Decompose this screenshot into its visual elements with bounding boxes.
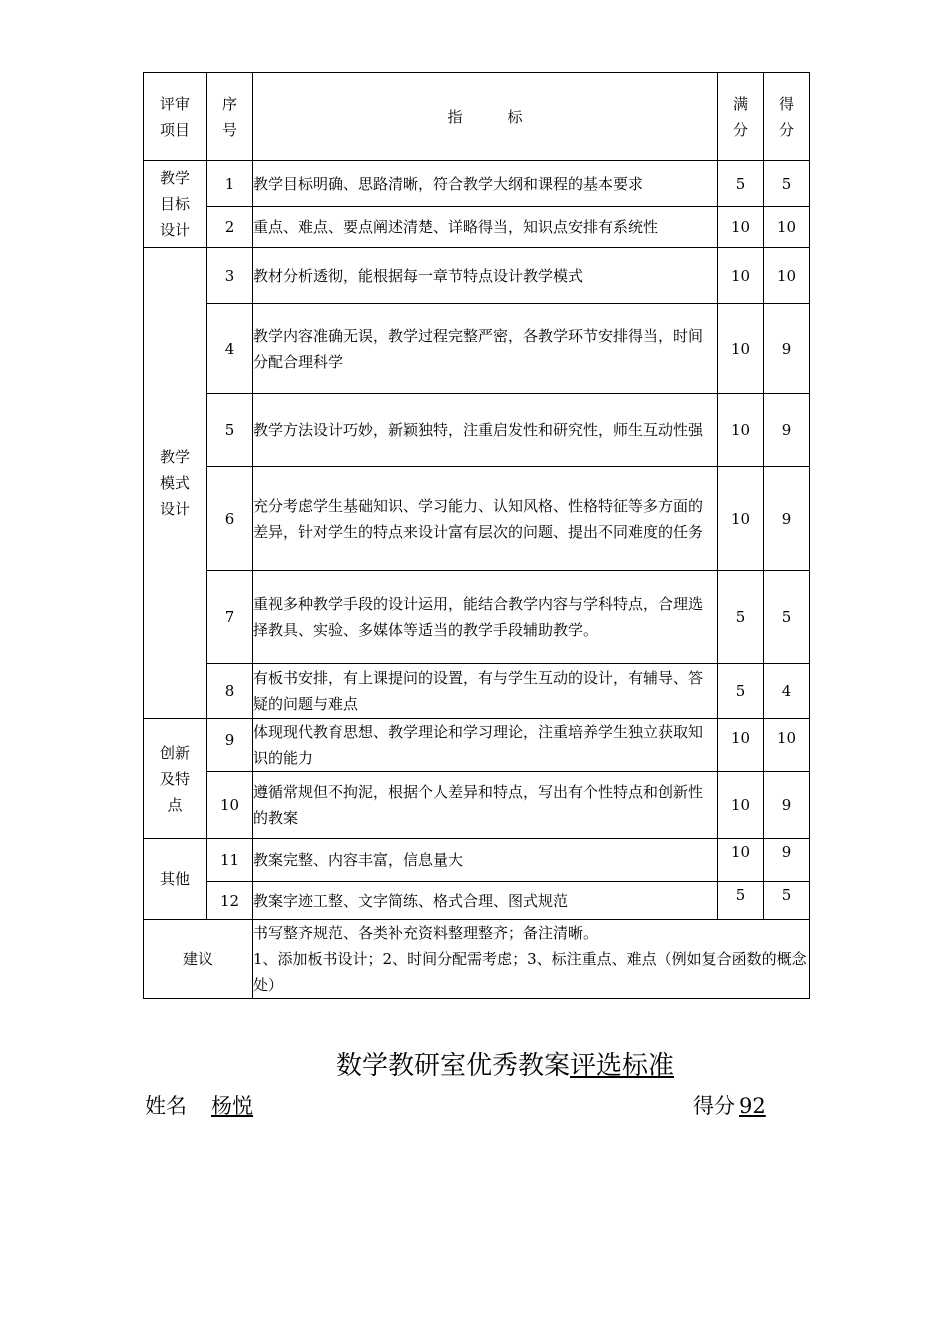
row-indicator: 教学方法设计巧妙，新颖独特，注重启发性和研究性，师生互动性强 [253,394,718,467]
row-full-score: 10 [718,207,764,248]
row-got-score: 9 [764,304,810,394]
header-got: 得 分 [764,73,810,161]
table-row [144,161,810,207]
row-full-score: 10 [718,719,764,772]
row-full-score: 10 [718,304,764,394]
row-indicator: 体现现代教育思想、教学理论和学习理论，注重培养学生独立获取知识的能力 [253,719,718,772]
row-number: 2 [207,207,253,248]
score-value: 92 [739,1094,766,1118]
row-got-score: 5 [764,882,810,920]
table-header-row [144,73,810,161]
row-got-score: 9 [764,772,810,839]
suggestion-content [253,920,810,999]
suggestion-label: 建议 [144,920,253,999]
page-title [0,1045,950,1082]
row-full-score: 10 [718,467,764,571]
name-line [145,1090,275,1120]
table-row [144,248,810,304]
row-full-score: 10 [718,394,764,467]
row-got-score: 5 [764,161,810,207]
row-got-score: 10 [764,248,810,304]
title-part-2: 评选标准 [570,1051,675,1081]
row-full-score: 10 [718,772,764,839]
row-number: 7 [207,571,253,664]
row-full-score: 5 [718,882,764,920]
header-category: 评审 项目 [144,73,207,161]
row-got-score: 5 [764,571,810,664]
row-got-score: 9 [764,839,810,882]
category-other: 其他 [144,839,207,920]
row-got-score: 10 [764,719,810,772]
row-got-score: 9 [764,394,810,467]
row-full-score: 5 [718,161,764,207]
suggestion-row [144,920,810,999]
row-indicator: 充分考虑学生基础知识、学习能力、认知风格、性格特征等多方面的差异，针对学生的特点来设计富有层次的问题、提出不同难度的任务 [253,467,718,571]
row-number: 10 [207,772,253,839]
suggestion-line-1: 书写整齐规范、各类补充资料整理整齐；备注清晰。 [253,924,599,942]
table-row [144,772,810,839]
category-goal: 教学目标设计 [144,161,207,248]
row-number: 11 [207,839,253,882]
row-got-score: 4 [764,664,810,719]
row-got-score: 9 [764,467,810,571]
table-row [144,839,810,882]
row-indicator: 教案字迹工整、文字简练、格式合理、图式规范 [253,882,718,920]
table-row [144,304,810,394]
row-number: 4 [207,304,253,394]
table-row [144,882,810,920]
table-row [144,467,810,571]
row-full-score: 5 [718,571,764,664]
row-indicator: 有板书安排，有上课提问的设置，有与学生互动的设计，有辅导、答疑的问题与难点 [253,664,718,719]
header-indicator: 指 标 [253,73,718,161]
name-value: 杨悦 [211,1094,253,1118]
header-full: 满 分 [718,73,764,161]
row-full-score: 5 [718,664,764,719]
category-innovation: 创新及特点 [144,719,207,839]
table-row [144,207,810,248]
score-label: 得分 [693,1094,735,1118]
evaluation-table [143,72,810,999]
row-indicator: 教学目标明确、思路清晰，符合教学大纲和课程的基本要求 [253,161,718,207]
row-number: 12 [207,882,253,920]
row-got-score: 10 [764,207,810,248]
row-number: 6 [207,467,253,571]
row-number: 3 [207,248,253,304]
table-row [144,394,810,467]
table-row [144,719,810,772]
table-row [144,664,810,719]
title-part-1: 数学教研室优秀教案 [335,1051,570,1081]
row-full-score: 10 [718,839,764,882]
table-row [144,571,810,664]
row-indicator: 教材分析透彻，能根据每一章节特点设计教学模式 [253,248,718,304]
row-indicator: 遵循常规但不拘泥，根据个人差异和特点，写出有个性特点和创新性的教案 [253,772,718,839]
row-indicator: 重点、难点、要点阐述清楚、详略得当，知识点安排有系统性 [253,207,718,248]
header-no: 序 号 [207,73,253,161]
row-number: 9 [207,719,253,772]
row-indicator: 重视多种教学手段的设计运用，能结合教学内容与学科特点，合理选择教具、实验、多媒体等适当的教学手段辅助教学。 [253,571,718,664]
row-indicator: 教案完整、内容丰富，信息量大 [253,839,718,882]
row-full-score: 10 [718,248,764,304]
category-mode: 教学模式设计 [144,248,207,719]
row-indicator: 教学内容准确无误，教学过程完整严密，各教学环节安排得当，时间分配合理科学 [253,304,718,394]
name-label: 姓名 [145,1094,187,1118]
suggestion-line-2: 1、添加板书设计；2、时间分配需考虑；3、标注重点、难点（例如复合函数的概念处） [253,950,807,994]
row-number: 5 [207,394,253,467]
total-score-line [693,1090,766,1120]
row-number: 1 [207,161,253,207]
row-number: 8 [207,664,253,719]
